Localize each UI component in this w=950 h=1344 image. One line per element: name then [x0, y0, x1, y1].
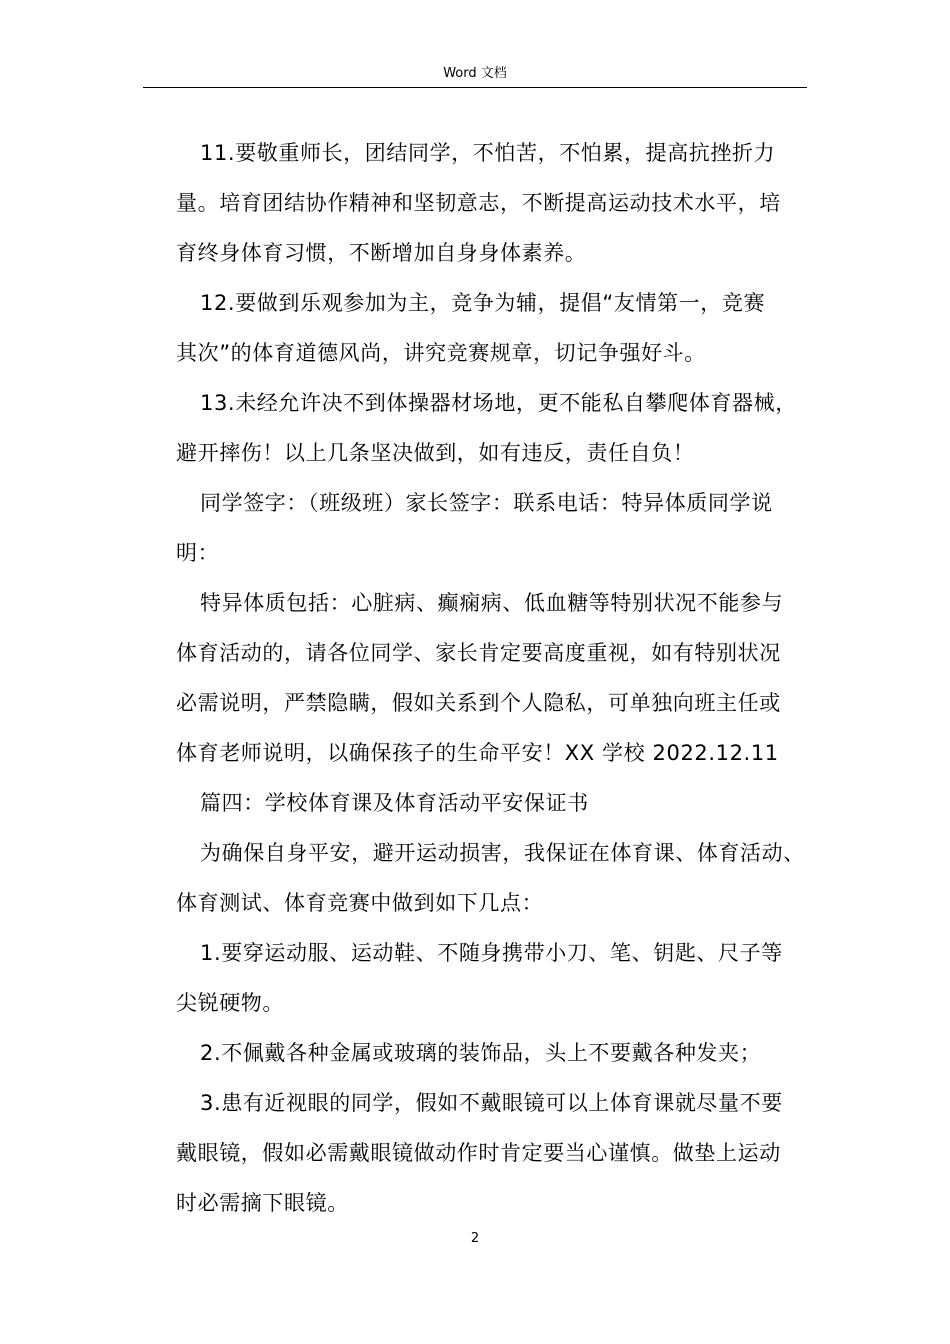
paragraph-line: 11.要敬重师长，团结同学，不怕苦，不怕累，提高抗挫折力 [200, 141, 776, 165]
paragraph-line: 3.患有近视眼的同学，假如不戴眼镜可以上体育课就尽量不要 [200, 1091, 783, 1115]
paragraph-line: 避开摔伤！以上几条坚决做到，如有违反，责任自负！ [176, 441, 695, 465]
paragraph-line: 明： [176, 541, 220, 565]
paragraph-line: 体育测试、体育竞赛中做到如下几点： [176, 891, 544, 915]
page-header: Word 文档 [443, 66, 507, 81]
paragraph-line: 量。培育团结协作精神和坚韧意志，不断提高运动技术水平，培 [176, 191, 781, 215]
header-divider [143, 87, 807, 88]
paragraph-line: 体育活动的，请各位同学、家长肯定要高度重视，如有特别状况 [176, 641, 781, 665]
paragraph-line: 13.未经允许决不到体操器材场地，更不能私自攀爬体育器械， [200, 391, 797, 415]
paragraph-line: 其次”的体育道德风尚，讲究竞赛规章，切记争强好斗。 [176, 341, 706, 365]
page-number: 2 [470, 1231, 480, 1246]
paragraph-line: 1.要穿运动服、运动鞋、不随身携带小刀、笔、钥匙、尺子等 [200, 941, 783, 965]
paragraph-line: 育终身体育习惯，不断增加自身身体素养。 [176, 241, 587, 265]
paragraph-line: 尖锐硬物。 [176, 991, 284, 1015]
paragraph-line: 时必需摘下眼镜。 [176, 1191, 349, 1215]
paragraph-line: 必需说明，严禁隐瞒，假如关系到个人隐私，可单独向班主任或 [176, 691, 781, 715]
paragraph-line: 体育老师说明，以确保孩子的生命平安！XX 学校 2022.12.11 [176, 741, 779, 765]
section-heading: 篇四：学校体育课及体育活动平安保证书 [200, 791, 589, 815]
document-body [176, 128, 816, 1228]
paragraph-line: 2.不佩戴各种金属或玻璃的装饰品，头上不要戴各种发夹； [200, 1041, 762, 1065]
paragraph-line: 戴眼镜，假如必需戴眼镜做动作时肯定要当心谨慎。做垫上运动 [176, 1141, 781, 1165]
paragraph-line: 特异体质包括：心脏病、癫痫病、低血糖等特别状况不能参与 [200, 591, 784, 615]
paragraph-line: 12.要做到乐观参加为主，竞争为辅，提倡“友情第一，竞赛 [200, 291, 766, 315]
paragraph-line: 同学签字：（班级班）家长签字：联系电话：特异体质同学说 [200, 491, 773, 515]
paragraph-line: 为确保自身平安，避开运动损害，我保证在体育课、体育活动、 [200, 841, 805, 865]
